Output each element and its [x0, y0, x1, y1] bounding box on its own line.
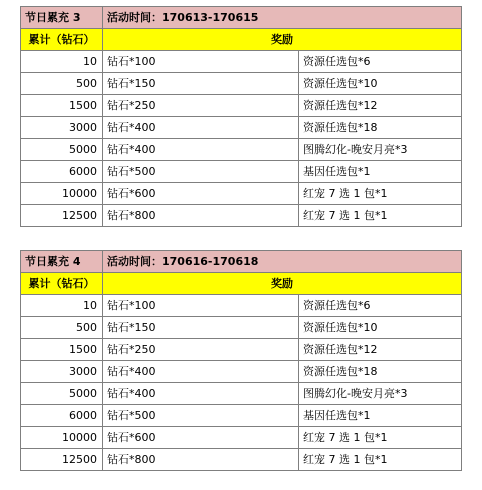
table-row	[21, 183, 462, 205]
event-time: 活动时间：170613-170615	[103, 7, 462, 29]
diamond-reward-cell: 钻石*800	[103, 449, 299, 471]
table-row	[21, 161, 462, 183]
amount-cell: 10	[21, 295, 103, 317]
table-row	[21, 73, 462, 95]
diamond-reward-cell: 钻石*500	[103, 161, 299, 183]
item-reward-cell: 红宠 7 选 1 包*1	[299, 183, 462, 205]
item-reward-cell: 资源任选包*12	[299, 339, 462, 361]
amount-cell: 3000	[21, 117, 103, 139]
amount-cell: 1500	[21, 95, 103, 117]
recharge-table-3	[20, 6, 462, 227]
amount-cell: 10	[21, 51, 103, 73]
table-row	[21, 95, 462, 117]
diamond-reward-cell: 钻石*400	[103, 361, 299, 383]
amount-cell: 10000	[21, 427, 103, 449]
table-row	[21, 51, 462, 73]
amount-cell: 3000	[21, 361, 103, 383]
item-reward-cell: 基因任选包*1	[299, 161, 462, 183]
table-row	[21, 205, 462, 227]
amount-cell: 12500	[21, 205, 103, 227]
diamond-reward-cell: 钻石*400	[103, 117, 299, 139]
amount-cell: 500	[21, 73, 103, 95]
table-row	[21, 317, 462, 339]
table-row	[21, 405, 462, 427]
column-header-row	[21, 29, 462, 51]
diamond-reward-cell: 钻石*250	[103, 339, 299, 361]
diamond-reward-cell: 钻石*500	[103, 405, 299, 427]
amount-cell: 500	[21, 317, 103, 339]
item-reward-cell: 资源任选包*6	[299, 51, 462, 73]
diamond-reward-cell: 钻石*100	[103, 51, 299, 73]
amount-cell: 10000	[21, 183, 103, 205]
table-row	[21, 295, 462, 317]
diamond-reward-cell: 钻石*600	[103, 183, 299, 205]
item-reward-cell: 基因任选包*1	[299, 405, 462, 427]
item-reward-cell: 图腾幻化-晚安月亮*3	[299, 383, 462, 405]
table-row	[21, 117, 462, 139]
item-reward-cell: 资源任选包*10	[299, 73, 462, 95]
reward-header: 奖励	[103, 29, 462, 51]
amount-cell: 6000	[21, 405, 103, 427]
amount-cell: 12500	[21, 449, 103, 471]
item-reward-cell: 红宠 7 选 1 包*1	[299, 449, 462, 471]
event-name: 节日累充 4	[21, 251, 103, 273]
amount-header: 累计（钻石）	[21, 29, 103, 51]
table-header-row	[21, 251, 462, 273]
item-reward-cell: 资源任选包*18	[299, 361, 462, 383]
item-reward-cell: 红宠 7 选 1 包*1	[299, 205, 462, 227]
diamond-reward-cell: 钻石*250	[103, 95, 299, 117]
item-reward-cell: 资源任选包*18	[299, 117, 462, 139]
recharge-table-4	[20, 250, 462, 471]
table-header-row	[21, 7, 462, 29]
table-row	[21, 361, 462, 383]
amount-cell: 5000	[21, 383, 103, 405]
amount-cell: 1500	[21, 339, 103, 361]
amount-cell: 5000	[21, 139, 103, 161]
item-reward-cell: 红宠 7 选 1 包*1	[299, 427, 462, 449]
diamond-reward-cell: 钻石*400	[103, 383, 299, 405]
table-row	[21, 427, 462, 449]
diamond-reward-cell: 钻石*150	[103, 73, 299, 95]
table-row	[21, 139, 462, 161]
item-reward-cell: 资源任选包*12	[299, 95, 462, 117]
diamond-reward-cell: 钻石*800	[103, 205, 299, 227]
event-time: 活动时间：170616-170618	[103, 251, 462, 273]
amount-header: 累计（钻石）	[21, 273, 103, 295]
diamond-reward-cell: 钻石*100	[103, 295, 299, 317]
item-reward-cell: 图腾幻化-晚安月亮*3	[299, 139, 462, 161]
amount-cell: 6000	[21, 161, 103, 183]
table-row	[21, 449, 462, 471]
event-name: 节日累充 3	[21, 7, 103, 29]
reward-header: 奖励	[103, 273, 462, 295]
item-reward-cell: 资源任选包*6	[299, 295, 462, 317]
item-reward-cell: 资源任选包*10	[299, 317, 462, 339]
diamond-reward-cell: 钻石*600	[103, 427, 299, 449]
table-row	[21, 339, 462, 361]
table-row	[21, 383, 462, 405]
diamond-reward-cell: 钻石*400	[103, 139, 299, 161]
diamond-reward-cell: 钻石*150	[103, 317, 299, 339]
column-header-row	[21, 273, 462, 295]
